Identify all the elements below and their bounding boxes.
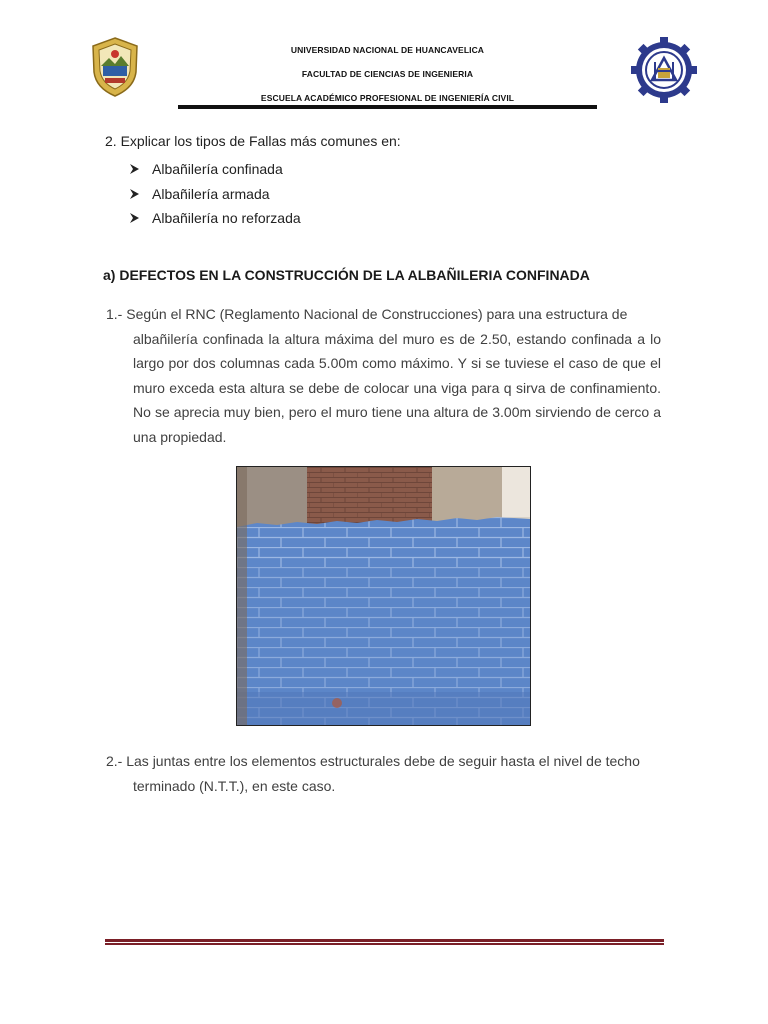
header-school: ESCUELA ACADÉMICO PROFESIONAL DE INGENIERÍA CIVIL bbox=[260, 93, 515, 103]
header-university: UNIVERSIDAD NACIONAL DE HUANCAVELICA bbox=[290, 45, 485, 55]
list-item bbox=[130, 206, 301, 231]
bullet-list bbox=[130, 157, 301, 231]
arrow-bullet-icon bbox=[130, 213, 139, 223]
paragraph-body: albañilería confinada la altura máxima del muro es de 2.50, estando confinada a lo largo por dos columnas cada 5.00m como máximo. Y si se tuviese el caso de que el muro exceda esta altura se debe de colocar una viga para q sirva de confinamiento. No se aprecia muy bien, pero el muro tiene una altura de 3.00m sirviendo de cerco a una propiedad. bbox=[133, 330, 661, 445]
list-item bbox=[130, 157, 301, 182]
paragraph-2 bbox=[106, 749, 661, 798]
question-text: 2. Explicar los tipos de Fallas más comunes en: bbox=[105, 133, 401, 149]
paragraph-1 bbox=[106, 302, 661, 449]
header-faculty: FACULTAD DE CIENCIAS DE INGENIERIA bbox=[301, 69, 474, 79]
arrow-bullet-icon bbox=[130, 189, 139, 199]
brick-wall-photo bbox=[236, 466, 531, 726]
paragraph-body: terminado (N.T.T.), en este caso. bbox=[133, 777, 336, 794]
bullet-label: Albañilería no reforzada bbox=[152, 210, 301, 227]
paragraph-first-line: 2.- Las juntas entre los elementos estructurales debe de seguir hasta el nivel de techo bbox=[106, 753, 640, 769]
section-heading: a) DEFECTOS EN LA CONSTRUCCIÓN DE LA ALBAÑILERIA CONFINADA bbox=[103, 267, 590, 283]
footer-divider bbox=[105, 939, 664, 945]
faculty-gear-logo bbox=[630, 36, 698, 104]
arrow-bullet-icon bbox=[130, 164, 139, 174]
paragraph-first-line: 1.- Según el RNC (Reglamento Nacional de Construcciones) para una estructura de bbox=[106, 306, 628, 322]
header-divider bbox=[178, 105, 597, 109]
bullet-label: Albañilería armada bbox=[152, 185, 270, 202]
bullet-label: Albañilería confinada bbox=[152, 161, 283, 178]
list-item bbox=[130, 182, 301, 207]
university-seal-logo bbox=[89, 36, 141, 98]
